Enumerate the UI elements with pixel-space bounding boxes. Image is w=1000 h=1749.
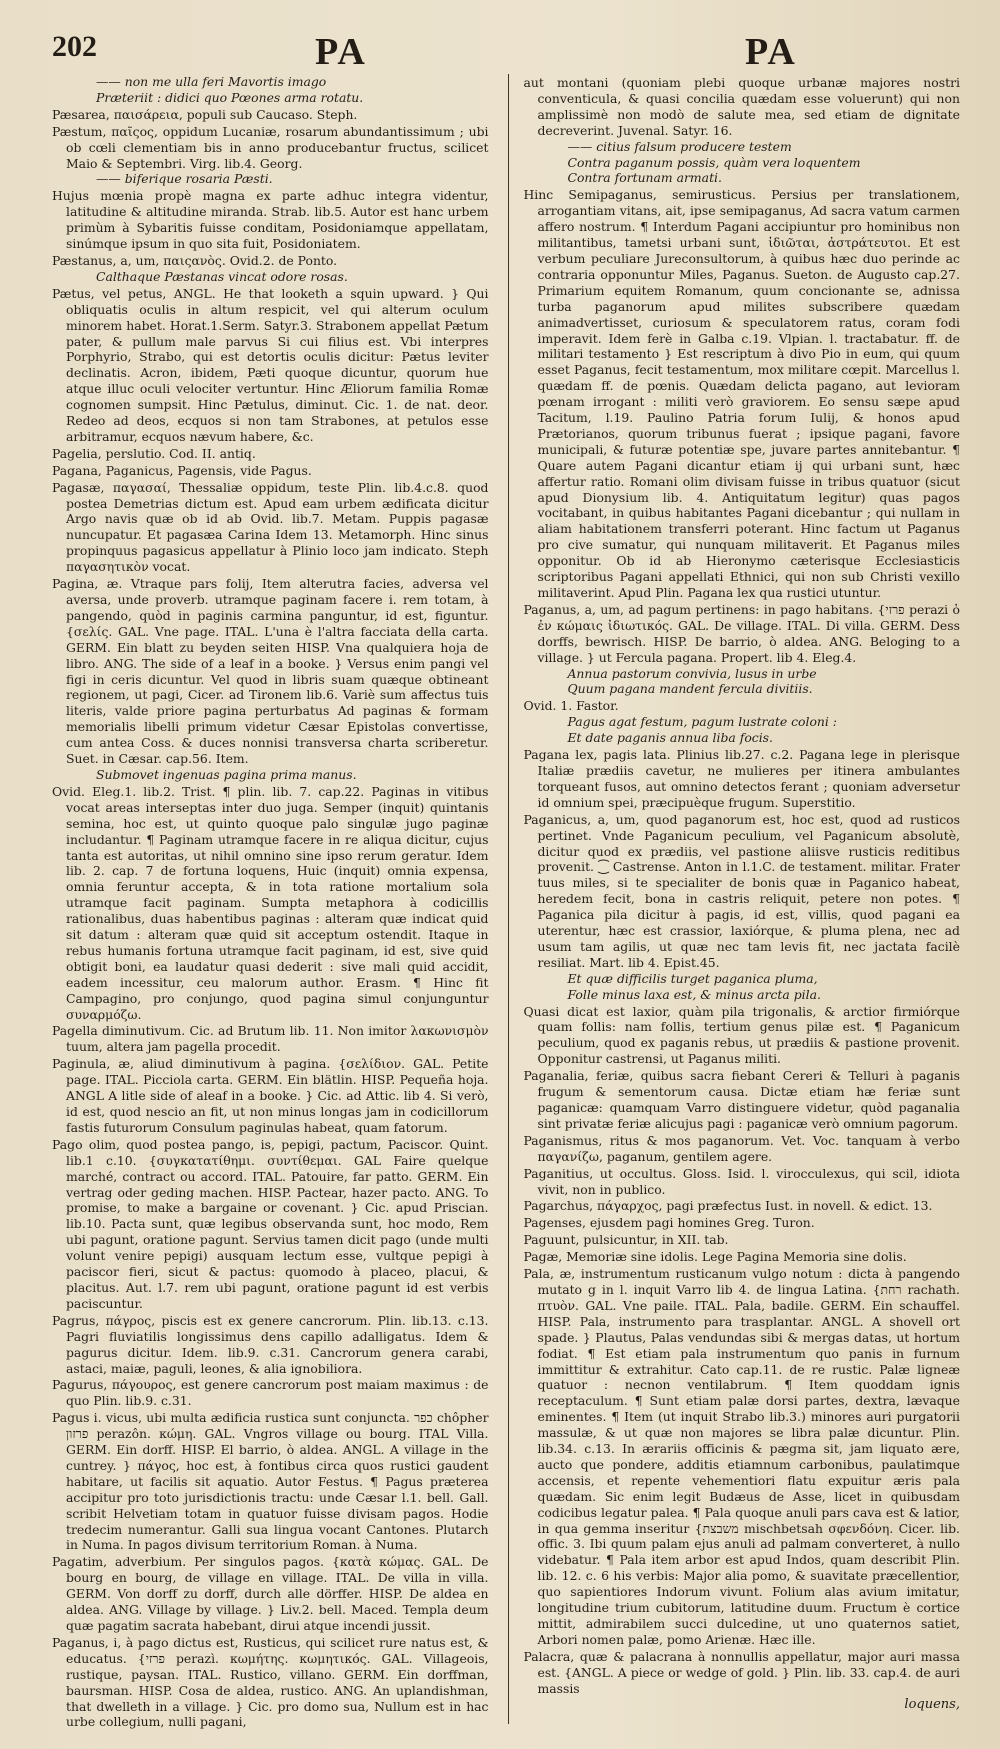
- catchword: loquens,: [904, 1696, 960, 1712]
- dictionary-entry: Paganicus, a, um, quod paganorum est, hoc est, quod ad rusticos pertinet. Vnde Paganicum peculium, vel Paganicum absolutè, dicitur quod ex prædiis, vel pastione aliisve rusticis reditibus provenit. ⁐ Castrense. Anton in l.1.C. de testament. militar. Frater tuus miles, si te specialiter de bonis quæ in Paganico habeat, heredem fecit, bona in castris reliquit, petere non potes. ¶ Paganica pila dicitur à pagis, id est, villis, quod pagani ea uterentur, hæc est crassior, laxiórque, & pluma plena, nec ad usum tam agilis, ut quæ nec tam levis fit, nec jactata facilè resiliat. Mart. lib 4. Epist.45.: [523, 811, 960, 970]
- dictionary-entry: Paguunt, pulsicuntur, in XII. tab.: [523, 1232, 729, 1248]
- dictionary-entry: Pagelia, perslutio. Cod. II. antiq.: [52, 445, 256, 461]
- guide-word-right: PA: [745, 31, 797, 73]
- dictionary-entry: Paginula, æ, aliud diminutivum à pagina. {σελίδιον. GAL. Petite page. ITAL. Picciola carta. GERM. Ein blätlin. HISP. Pequeña hoja. ANGL A litle side of aleaf in a booke. } Cic. ad Attic. lib 4. Si verò, id est, quod nescio an fit, ut non minus longas jam in codicillorum fastis futurorum Consulum paginulas habeat, quam fatorum.: [52, 1056, 489, 1135]
- dictionary-entry: Pagana, Paganicus, Pagensis, vide Pagus.: [52, 462, 312, 478]
- verse-quote: Et quæ difficilis turget paganica pluma,: [567, 970, 818, 986]
- dictionary-entry: Pagenses, ejusdem pagi homines Greg. Turon.: [523, 1215, 815, 1231]
- verse-quote: Folle minus laxa est, & minus arcta pila.: [567, 986, 821, 1002]
- dictionary-entry: Pagatim, adverbium. Per singulos pagos. {κατὰ κώμας. GAL. De bourg en bourg, de village en village. ITAL. De villa in villa. GERM. Von dorff zu dorff, durch alle dörffer. HISP. De aldea en aldea. ANG. Village by village. } Liv.2. bell. Maced. Templa deum quæ pagatim sacrata habebant, dirui atque incendi jussit.: [52, 1554, 489, 1633]
- dictionary-entry: Paganus, a, um, ad pagum pertinens: in pago habitans. {‏פרזי perazi ὁ ἐν κώμαις ἰδιωτικός. GAL. De village. ITAL. Di villa. GERM. Dess dorffs, bewrisch. HISP. De barrio, ò aldea. ANG. Beloging to a village. } ut Fercula pagana. Propert. lib 4. Eleg.4.: [523, 601, 960, 665]
- verse-quote: —— non me ulla feri Mavortis imago: [96, 74, 327, 89]
- dictionary-entry: aut montani (quoniam plebi quoque urbanæ majores nostri conventicula, & quasi concilia quædam esse voluerunt) qui non amplissimè non modò de salute mea, sed etiam de dignitate decreverint. Juvenal. Satyr. 16.: [523, 75, 960, 138]
- dictionary-entry: Pagasæ, παγασαί, Thessaliæ oppidum, teste Plin. lib.4.c.8. quod postea Demetrias dictum est. Apud eam urbem ædificata dicitur Argo navis quæ ob id ab Ovid. lib.7. Metam. Puppis pagasæ nuncupatur. Et pagasæa Carina Idem 13. Metamorph. Hinc sinus propinquus pagasicus appellatur à Plinio loco jam indicato. Steph παγασητικὸν vocat.: [52, 479, 489, 575]
- dictionary-entry: Pagus i. vicus, ubi multa ædificia rustica sunt conjuncta. ‏כפר chôpher ‏פרזון perazôn. κώμη. GAL. Vngros village ou bourg. ITAL Villa. GERM. Ein dorff. HISP. El barrio, ò aldea. ANGL. A village in the cuntrey. } πάγος, hoc est, à fontibus circa quos rustici gaudent habitare, ut facilis sit aquatio. Autor Festus. ¶ Pagus præterea accipitur pro toto jurisdictionis tractu: unde Cæsar l.1. bell. Gall. scribit Helvetiam totam in quatuor fuisse divisam pagos. Hodie tredecim numerantur. Galli sua lingua vocant Cantones. Plutarch in Numa. In pagos divisum territorium Roman. à Numa.: [52, 1410, 489, 1553]
- dictionary-entry: Pagarchus, πάγαρχος, pagi præfectus Iust. in novell. & edict. 13.: [523, 1198, 933, 1214]
- dictionary-entry: Hujus mœnia propè magna ex parte adhuc integra videntur, latitudine & altitudine miranda. Strab. lib.5. Autor est hanc urbem primùm à Sybaritis fuisse conditam, Posidoniamque appellatam, sinúmque ipsum in quo sita fuit, Posidoniatem.: [52, 188, 489, 252]
- verse-quote: Annua pastorum convivia, lusus in urbe: [567, 665, 817, 681]
- dictionary-entry: Ovid. 1. Fastor.: [523, 698, 619, 714]
- verse-quote: Contra paganum possis, quàm vera loquentem: [567, 154, 861, 170]
- dictionary-entry: Pagana lex, pagis lata. Plinius lib.27. c.2. Pagana lege in plerisque Italiæ prædiis cavetur, ne mulieres per itinera ambulantes torqueant fusos, aut omnino detectos ferant ; quoniam adversetur id omnium spei, præcipuèque frugum. Superstitio.: [523, 747, 960, 810]
- dictionary-entry: Hinc Semipaganus, semirusticus. Persius per translationem, arrogantiam vitans, ait, ipse semipaganus, Ad sacra vatum carmen affero nostrum. ¶ Interdum Pagani accipiuntur pro hominibus non militantibus, tametsi urbani sunt, ἰδιῶται, ἀστράτευτοι. Et est verbum peculiare Jureconsultorum, à quibus hæc duo perinde ac contraria opponuntur Miles, Paganus. Sueton. de Augusto cap.27. Primarium equitem Romanum, quum concionante se, adnissa turba paganorum apud milites subscribere quædam animadvertisset, curiosum & speculatorem ratus, coram fodi imperavit. Idem ferè in Galba c.19. Vlpian. l. tractabatur. ff. de militari testamento } Est rescriptum à divo Pio in eum, qui quum esset Paganus, fecit testamentum, mox militare cœpit. Marcellus l. quædam ff. de pœnis. Quædam delicta pagano, aut levioram pœnam irrogant : militi verò graviorem. Eo sensu sæpe apud Tacitum, l.19. Paulino Patria forum Iulij, & honos apud Prætorianos, quorum tribunus fuerat ; ipsique pagani, favore municipali, & futuræ potentiæ spe, juvare partes annitebantur. ¶ Quare autem Pagani dicantur etiam ij qui urbani sunt, hæc affertur ratio. Romani olim divisam fuisse in tribus quatuor (sicut apud Dionysium lib. 4. Antiquitatum legitur) quas pagos vocitabant, in quibus habitantes Pagani dicebantur ; qui nullam in aliam habitationem transferri poterant. Hinc factum ut Paganus pro cive sumatur, qui nunquam militaverit. Et Paganus miles opponitur. Ob id ab Hieronymo cæterisque Ecclesiasticis scriptoribus Pagani appellati Ethnici, qui non sub Christi vexillo militaverint. Apud Plin. Pagana lex qua rustici utuntur.: [523, 187, 960, 600]
- verse-quote: Calthaque Pæstanas vincat odore rosas.: [96, 268, 348, 284]
- verse-quote: Et date paganis annua liba focis.: [567, 730, 773, 746]
- verse-quote: Præteriit : didici quo Pœones arma rotatu.: [96, 89, 364, 105]
- column-rule: [508, 74, 509, 1724]
- right-column: [517, 74, 960, 1746]
- dictionary-entry: Paganus, i, à pago dictus est, Rusticus, qui scilicet rure natus est, & educatus. {‏פרזי perazì. κωμήτης. κωμητικός. GAL. Villageois, rustique, paysan. ITAL. Rustico, villano. GERM. Ein dorffman, baursman. HISP. Cosa de aldea, rustico. ANG. An uplandishman, that dwelleth in a village. } Cic. pro domo sua, Nullum est in hac urbe collegium, nulli pagani,: [52, 1634, 489, 1730]
- dictionary-entry: Pætus, vel petus, ANGL. He that looketh a squin upward. } Qui obliquatis oculis in altum respicit, vel qui alterum oculum minorem habet. Horat.1.Serm. Satyr.3. Strabonem appellat Pætum pater, & pullum male parvus Si cui filius est. Vbi interpres Porphyrio, Strabo, qui est detortis oculis dicitur: Pætus leviter declinatis. Acron, ibidem, Pæti quoque dicuntur, quorum hue atque illuc oculi velociter vertuntur. Hinc Æliorum familia Romæ cognomen sumpsit. Hinc Pætulus, diminut. Cic. 1. de nat. deor. Redeo ad deos, ecquos si non tam Strabones, at petulos esse arbitramur, ecquos nævum habere, &c.: [52, 285, 489, 444]
- dictionary-entry: Quasi dicat est laxior, quàm pila trigonalis, & arctior firmiórque quam follis: nam follis, tertium genus pilæ est. ¶ Paganicum peculium, quod ex paganis rebus, ut prædiis & pastione provenit. Opponitur castrensi, ut Paganus militi.: [523, 1003, 960, 1067]
- page-number: 202: [52, 30, 97, 63]
- dictionary-entry: Paganalia, feriæ, quibus sacra fiebant Cereri & Telluri à paganis frugum & sementorum causa. Dictæ etiam hæ feriæ sunt paganicæ: quamquam Varro distinguere videtur, quòd paganalia sint privatæ feriæ alicujus pagi : paganicæ verò omnium pagorum.: [523, 1068, 960, 1131]
- dictionary-entry: Pago olim, quod postea pango, is, pepigi, pactum, Paciscor. Quint. lib.1 c.10. {συγκατατίθημι. συντίθεμαι. GAL Faire quelque marché, contract ou accord. ITAL. Patouire, far patto. GERM. Ein vertrag oder geding machen. HISP. Pactear, hazer pacto. ANG. To promise, to make a bargaine or covenant. } Cic. apud Priscian. lib.10. Pacta sunt, quæ legibus observanda sunt, hoc modo, Rem ubi pagunt, oratione pagunt. Servius tamen dicit pago (unde multi volunt venire pepigi) ausquam lectum esse, vultque pepigi à paciscor fieri, sicut & pactus: quomodo à placeo, placui, & placitus. Aut. l.7. rem ubi pagunt, oratione pagunt id est verbis paciscuntur.: [52, 1136, 489, 1311]
- dictionary-entry: Palacra, quæ & palacrana à nonnullis appellatur, major auri massa est. {ANGL. A piece or wedge of gold. } Plin. lib. 33. cap.4. de auri massis: [523, 1648, 960, 1696]
- verse-quote: Submovet ingenuas pagina prima manus.: [96, 766, 357, 782]
- page-header: [52, 30, 960, 74]
- dictionary-entry: Pagrus, πάγρος, piscis est ex genere cancrorum. Plin. lib.13. c.13. Pagri fluviatilis longissimus dens capillo adalligatus. Idem & pagurus dicitur. Idem. lib.9. c.31. Cancrorum genera carabi, astaci, maiæ, paguli, leones, & alia ignobiliora.: [52, 1312, 489, 1376]
- dictionary-entry: Pagæ, Memoriæ sine idolis. Lege Pagina Memoria sine dolis.: [523, 1249, 907, 1265]
- dictionary-entry: Pæstanus, a, um, παιςανὸς. Ovid.2. de Ponto.: [52, 252, 338, 268]
- dictionary-entry: Pagurus, πάγουρος, est genere cancrorum post maiam maximus : de quo Plin. lib.9. c.31.: [52, 1377, 489, 1409]
- dictionary-entry: Paganitius, ut occultus. Gloss. Isid. l. virocculexus, qui scil, idiota vivit, non in publico.: [523, 1165, 960, 1197]
- guide-word-left: PA: [315, 31, 367, 73]
- dictionary-entry: Paganismus, ritus & mos paganorum. Vet. Voc. tanquam à verbo παγανίζω, paganum, gentilem agere.: [523, 1132, 960, 1164]
- verse-quote: Contra fortunam armati.: [567, 170, 722, 186]
- verse-quote: Pagus agat festum, pagum lustrate coloni :: [567, 714, 837, 730]
- dictionary-entry: Pagina, æ. Vtraque pars folij, Item alterutra facies, adversa vel aversa, unde proverb. utramque paginam facere i. rem totam, à pangendo, quòd in paginis carmina panguntur, id est, figuntur. {σελίς. GAL. Vne page. ITAL. L'una è l'altra facciata della carta. GERM. Ein blatt zu beyden seiten HISP. Vna qualquiera hoja de libro. ANG. The side of a leaf in a booke. } Versus enim pangi vel figi in ceris dicuntur. Vel quod in libris suam quæque obtineant regionem, ut pagi, Cicer. ad Tironem lib.6. Variè sum affectus tuis literis, valde priore pagina perturbatus Ad paginas & formam memorialis libelli primum videtur Cæsar Epistolas convertisse, cum antea Coss. & duces nonnisi transversa charta scriberetur. Suet. in Cæsar. cap.56. Item.: [52, 576, 489, 767]
- dictionary-entry: Pagella diminutivum. Cic. ad Brutum lib. 11. Non imitor λακωνισμὸν tuum, altera jam pagella procedit.: [52, 1023, 489, 1055]
- dictionary-entry: Pæstum, παῖςος, oppidum Lucaniæ, rosarum abundantissimum ; ubi ob cœli clementiam bis in anno producebantur fructus, scilicet Maio & Septembri. Virg. lib.4. Georg.: [52, 123, 489, 171]
- dictionary-entry: Pæsarea, παισάρεια, populi sub Caucaso. Steph.: [52, 106, 358, 122]
- left-column: [52, 74, 499, 1746]
- dictionary-entry: Ovid. Eleg.1. lib.2. Trist. ¶ plin. lib. 7. cap.22. Paginas in vitibus vocat areas interseptas inter duo juga. Semper (inquit) quintanis semina, hoc est, ut quinto quoque palo singulæ jugo paginæ includantur. ¶ Paginam utramque facere in re aliqua dicitur, cujus tanta est autoritas, ut nihil omnino sine ipso rerum geratur. Idem lib. 2. cap. 7 de fortuna loquens, Huic (inquit) omnia expensa, omnia feruntur accepta, & in tota ratione mortalium sola utramque facit paginam. Sumpta metaphora à codicillis rationalibus, duas habentibus paginas : alteram quæ indicat quid sit datum : alteram quæ quid sit acceptum ostendit. Itaque in rebus humanis fortuna utramque facit paginam, id est, sive quid obtigit boni, ea laudatur quasi dederit : sive mali quid accidit, eadem incessitur, ceu malorum author. Erasm. ¶ Hinc fit Campagino, pro conjungo, quod pagina simul conjunguntur συναρμόζω.: [52, 783, 489, 1022]
- verse-quote: Quum pagana mandent fercula divitiis.: [567, 681, 813, 697]
- verse-quote: —— biferique rosaria Pæsti.: [96, 171, 273, 187]
- dictionary-entry: Pala, æ, instrumentum rusticanum vulgo notum : dicta à pangendo mutato g in l. inquit Varro lib 4. de lingua Latina. {‏רחת rachath. πτυὸν. GAL. Vne paile. ITAL. Pala, badile. GERM. Ein schauffel. HISP. Pala, instrumento para trasplantar. ANGL. A shovell ort spade. } Plautus, Palas vendundas sibi & mergas datas, ut hortum fodiat. ¶ Est etiam pala instrumentum quo panis in furnum immittitur & extrahitur. Cato cap.11. de re rustic. Palæ ligneæ quatuor : necnon ventilabrum. ¶ Item quoddam ignis receptaculum. ¶ Sunt etiam palæ dorsi partes, dextra, lævaque eminentes. ¶ Item (ut inquit Strabo lib.3.) minores auri purgatorii massulæ, & ut quæ non majores se libra palæ dicuntur. Plin. lib.34. c.13. In ærariis officinis & pægma sit, jam liquato ære, aucto que pondere, additis etiamnum carbonibus, paulatimque accensis, et repente vehementiori flatu expuitur æris pala quædam. Sic enim legit Budæus de Asse, licet in quibusdam codicibus legatur palea. ¶ Pala quoque anuli pars cava est & latior, in qua gemma inseritur {‏משבצת mischbetsah σφενδόνη. Cicer. lib. offic. 3. Ibi quum palam ejus anuli ad palmam converteret, à nullo videbatur. ¶ Pala item arbor est apud Indos, quam describit Plin. lib. 12. c. 6 his verbis: Major alia pomo, & suavitate præcellentior, quo sapientiores Indorum vivunt. Folium alas avium imitatur, longitudine trium cubitorum, latitudine duum. Fructum è cortice mittit, admirabilem succi dulcedine, ut uno quaternos satiet, Arbori nomen palæ, pomo Arienæ. Hæc ille.: [523, 1266, 960, 1647]
- verse-quote: —— citius falsum producere testem: [567, 138, 792, 154]
- text-columns: [52, 74, 960, 1746]
